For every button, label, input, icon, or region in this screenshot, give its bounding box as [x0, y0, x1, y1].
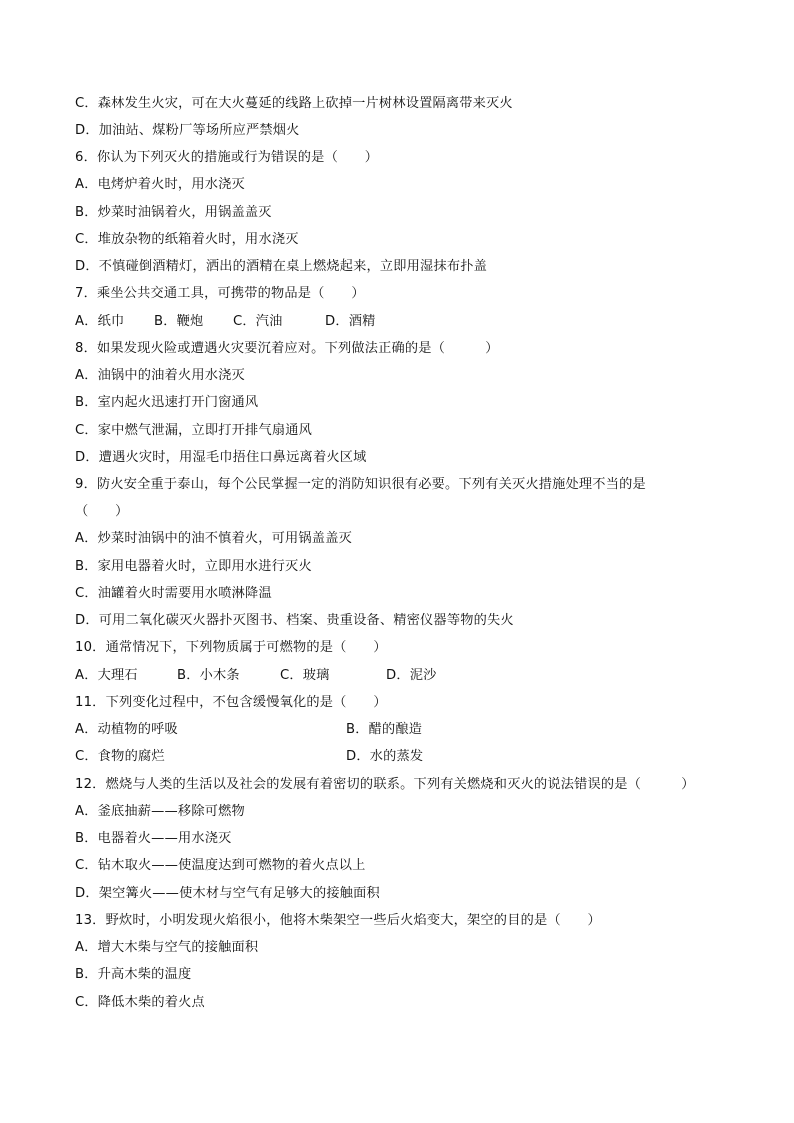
q9-stem: 9．防火安全重于泰山，每个公民掌握一定的消防知识很有必要。下列有关灭火措施处理不当的是 [75, 477, 646, 492]
q13-option-a: A．增大木柴与空气的接触面积 [75, 940, 259, 955]
q9-option-a: A．炒菜时油锅中的油不慎着火，可用锅盖盖灭 [75, 531, 352, 546]
q13-option-c: C．降低木柴的着火点 [75, 995, 205, 1010]
q7-stem: 7．乘坐公共交通工具，可携带的物品是（ ） [75, 286, 365, 301]
q8-option-d: D．遭遇火灾时，用湿毛巾捂住口鼻远离着火区域 [75, 450, 367, 465]
q10-option-d: D．泥沙 [386, 668, 437, 683]
q7-options [75, 313, 376, 331]
q6-option-b: B．炒菜时油锅着火，用锅盖盖灭 [75, 205, 272, 220]
q9-option-b: B．家用电器着火时，立即用水进行灭火 [75, 559, 312, 574]
q7-option-a: A．纸巾 [75, 314, 125, 329]
q7-option-c: C．汽油 [233, 314, 283, 329]
q11-option-b: B．醋的酿造 [346, 722, 423, 737]
q5-option-d: D．加油站、煤粉厂等场所应严禁烟火 [75, 123, 300, 138]
q10-option-b: B．小木条 [177, 668, 240, 683]
q13-option-b: B．升高木柴的温度 [75, 967, 192, 982]
q12-option-a: A．釜底抽薪——移除可燃物 [75, 804, 245, 819]
q7-option-b: B．鞭炮 [154, 314, 204, 329]
q10-option-c: C．玻璃 [280, 668, 330, 683]
q12-option-d: D．架空篝火——使木材与空气有足够大的接触面积 [75, 886, 380, 901]
q11-option-d: D．水的蒸发 [346, 749, 424, 764]
q7-option-d: D．酒精 [325, 314, 376, 329]
q8-stem: 8．如果发现火险或遭遇火灾要沉着应对。下列做法正确的是（ ） [75, 341, 499, 356]
q11-option-c: C．食物的腐烂 [75, 749, 165, 764]
q13-stem: 13．野炊时，小明发现火焰很小，他将木柴架空一些后火焰变大，架空的目的是（ ） [75, 913, 601, 928]
q12-option-c: C．钻木取火——使温度达到可燃物的着火点以上 [75, 858, 366, 873]
q11-stem: 11．下列变化过程中，不包含缓慢氧化的是（ ） [75, 695, 387, 710]
q10-option-a: A．大理石 [75, 668, 138, 683]
q10-stem: 10．通常情况下，下列物质属于可燃物的是（ ） [75, 640, 387, 655]
q8-option-c: C．家中燃气泄漏，立即打开排气扇通风 [75, 423, 312, 438]
q6-option-d: D．不慎碰倒酒精灯，洒出的酒精在桌上燃烧起来，立即用湿抹布扑盖 [75, 259, 487, 274]
q8-option-b: B．室内起火迅速打开门窗通风 [75, 395, 259, 410]
q12-stem: 12．燃烧与人类的生活以及社会的发展有着密切的联系。下列有关燃烧和灭火的说法错误的是（ ） [75, 777, 695, 792]
q9-stem-continued: （ ） [75, 504, 129, 519]
q6-option-c: C．堆放杂物的纸箱着火时，用水浇灭 [75, 232, 299, 247]
q11-options-row-1 [75, 721, 422, 739]
q6-option-a: A．电烤炉着火时，用水浇灭 [75, 177, 245, 192]
q11-option-a: A．动植物的呼吸 [75, 722, 178, 737]
q11-options-row-2 [75, 748, 423, 766]
q10-options [75, 667, 437, 685]
q9-option-c: C．油罐着火时需要用水喷淋降温 [75, 586, 272, 601]
q12-option-b: B．电器着火——用水浇灭 [75, 831, 232, 846]
q5-option-c: C．森林发生火灾，可在大火蔓延的线路上砍掉一片树林设置隔离带来灭火 [75, 96, 513, 111]
q6-stem: 6．你认为下列灭火的措施或行为错误的是（ ） [75, 150, 379, 165]
q9-option-d: D．可用二氧化碳灭火器扑灭图书、档案、贵重设备、精密仪器等物的失火 [75, 613, 514, 628]
q8-option-a: A．油锅中的油着火用水浇灭 [75, 368, 245, 383]
